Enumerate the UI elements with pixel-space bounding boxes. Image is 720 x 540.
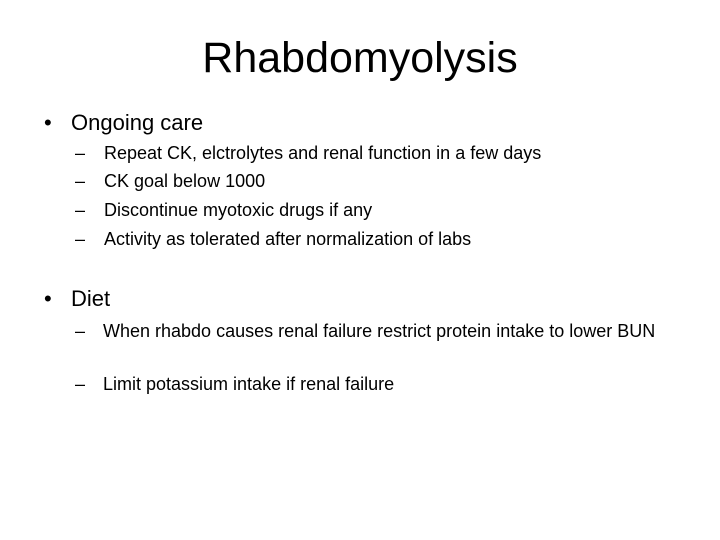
sub-dash: –	[75, 374, 86, 394]
sub-item-text: Repeat CK, elctrolytes and renal function in a few days	[104, 143, 542, 163]
bullet-dot: •	[44, 110, 52, 135]
bullet-dot: •	[44, 286, 52, 311]
sub-item-text: Activity as tolerated after normalization of labs	[104, 229, 472, 249]
bullet-label: Diet	[71, 286, 111, 311]
sub-dash: –	[75, 229, 86, 249]
bullet-label: Ongoing care	[71, 110, 204, 135]
slide-title: Rhabdomyolysis	[202, 34, 518, 82]
sub-item-text: When rhabdo causes renal failure restrict protein intake to lower BUN	[103, 321, 656, 341]
sub-dash: –	[75, 143, 86, 163]
sub-dash: –	[75, 321, 86, 341]
sub-dash: –	[75, 171, 86, 191]
sub-item-text: Limit potassium intake if renal failure	[103, 374, 395, 394]
sub-item-text: CK goal below 1000	[104, 171, 266, 191]
sub-dash: –	[75, 200, 86, 220]
sub-item-text: Discontinue myotoxic drugs if any	[104, 200, 373, 220]
